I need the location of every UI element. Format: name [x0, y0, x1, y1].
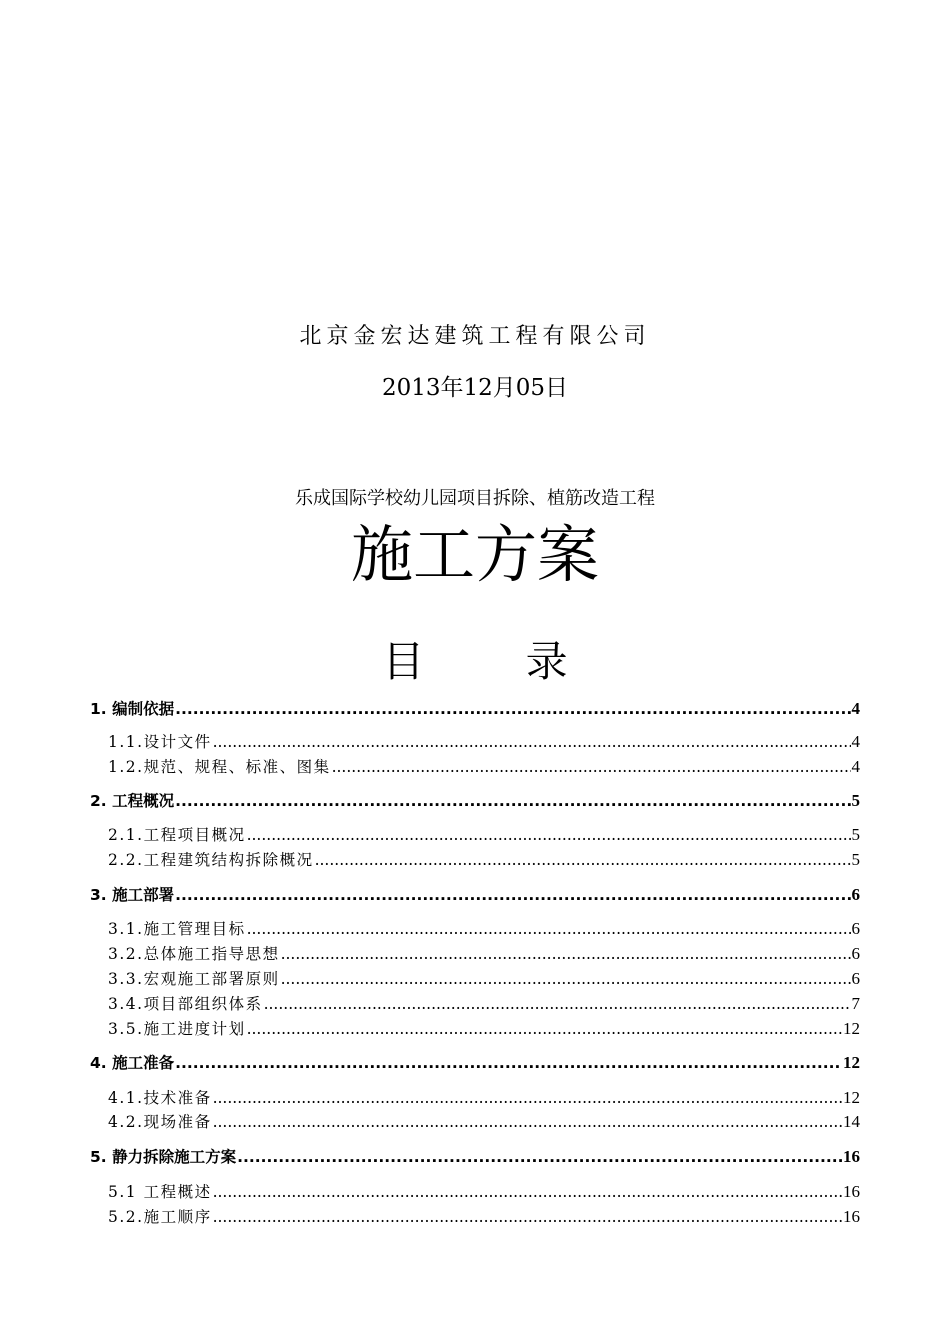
company-name: 北京金宏达建筑工程有限公司	[299, 324, 651, 349]
toc-entry-page-number: 7	[851, 994, 860, 1013]
toc-subsection-entry[interactable]	[108, 1086, 860, 1110]
project-name: 乐成国际学校幼儿园项目拆除、植筋改造工程	[295, 488, 655, 509]
toc-entry-label: 4.2.现场准备	[108, 1113, 212, 1131]
toc-entry-label: 3.2.总体施工指导思想	[108, 945, 280, 963]
toc-subsection-entry[interactable]	[108, 1205, 860, 1229]
toc-entry-label: 5.1 工程概述	[108, 1183, 212, 1201]
toc-entry-page-number: 6	[851, 919, 860, 938]
toc-dot-leader	[175, 883, 850, 907]
toc-dot-leader	[175, 1051, 842, 1075]
toc-dot-leader	[213, 730, 851, 754]
toc-entry-page-number: 16	[843, 1182, 860, 1201]
toc-entry-label: 1. 编制依据	[90, 700, 175, 718]
toc-entry-label: 2. 工程概况	[90, 792, 175, 810]
toc-entry-page-number: 16	[843, 1207, 860, 1226]
toc-dot-leader	[213, 1110, 842, 1134]
toc-entry-page-number: 4	[851, 699, 860, 718]
toc-entry-page-number: 12	[843, 1088, 860, 1107]
toc-section-entry[interactable]	[90, 1051, 860, 1075]
toc-entry-page-number: 4	[851, 732, 860, 751]
toc-entry-label: 2.1.工程项目概况	[108, 826, 246, 844]
toc-entry-label: 4. 施工准备	[90, 1054, 175, 1072]
toc-entry-label: 5.2.施工顺序	[108, 1208, 212, 1226]
toc-dot-leader	[281, 942, 851, 966]
toc-dot-leader	[315, 848, 851, 872]
toc-dot-leader	[332, 755, 851, 779]
toc-entry-page-number: 5	[851, 791, 860, 810]
toc-entry-label: 3.4.项目部组织体系	[108, 995, 263, 1013]
toc-entry-page-number: 14	[843, 1112, 860, 1131]
plan-title: 施工方案	[350, 518, 599, 591]
toc-entry-page-number: 6	[851, 885, 860, 904]
toc-entry-page-number: 12	[843, 1019, 860, 1038]
toc-section-entry[interactable]	[90, 1145, 860, 1169]
toc-section-entry[interactable]	[90, 789, 860, 813]
toc-dot-leader	[213, 1205, 842, 1229]
toc-dot-leader	[237, 1145, 842, 1169]
toc-dot-leader	[247, 917, 851, 941]
toc-dot-leader	[264, 992, 851, 1016]
toc-subsection-entry[interactable]	[108, 823, 860, 847]
toc-entry-label: 5. 静力拆除施工方案	[90, 1148, 237, 1166]
toc-subsection-entry[interactable]	[108, 755, 860, 779]
toc-subsection-entry[interactable]	[108, 848, 860, 872]
toc-title: 目 录	[382, 637, 612, 686]
document-date: 2013年12月05日	[381, 375, 569, 401]
toc-subsection-entry[interactable]	[108, 942, 860, 966]
toc-section-entry[interactable]	[90, 697, 860, 721]
toc-subsection-entry[interactable]	[108, 1180, 860, 1204]
toc-entry-page-number: 5	[851, 825, 860, 844]
toc-entry-label: 3.5.施工进度计划	[108, 1020, 246, 1038]
toc-entry-label: 4.1.技术准备	[108, 1089, 212, 1107]
toc-entry-page-number: 16	[843, 1147, 860, 1166]
toc-entry-page-number: 6	[851, 969, 860, 988]
toc-entry-label: 3.3.宏观施工部署原则	[108, 970, 280, 988]
toc-dot-leader	[175, 789, 850, 813]
toc-entry-label: 2.2.工程建筑结构拆除概况	[108, 851, 314, 869]
toc-subsection-entry[interactable]	[108, 967, 860, 991]
toc-dot-leader	[247, 823, 851, 847]
toc-subsection-entry[interactable]	[108, 992, 860, 1016]
toc-entry-label: 3. 施工部署	[90, 886, 175, 904]
toc-subsection-entry[interactable]	[108, 1017, 860, 1041]
toc-dot-leader	[281, 967, 851, 991]
toc-dot-leader	[247, 1017, 842, 1041]
toc-entry-label: 1.1.设计文件	[108, 733, 212, 751]
toc-dot-leader	[213, 1180, 842, 1204]
toc-dot-leader	[175, 697, 850, 721]
toc-entry-label: 3.1.施工管理目标	[108, 920, 246, 938]
toc-subsection-entry[interactable]	[108, 917, 860, 941]
toc-entry-page-number: 4	[851, 757, 860, 776]
toc-dot-leader	[213, 1086, 842, 1110]
toc-entry-page-number: 6	[851, 944, 860, 963]
toc-entry-page-number: 12	[843, 1053, 860, 1072]
toc-subsection-entry[interactable]	[108, 1110, 860, 1134]
toc-subsection-entry[interactable]	[108, 730, 860, 754]
toc-section-entry[interactable]	[90, 883, 860, 907]
toc-entry-page-number: 5	[851, 850, 860, 869]
toc-entry-label: 1.2.规范、规程、标准、图集	[108, 758, 331, 776]
